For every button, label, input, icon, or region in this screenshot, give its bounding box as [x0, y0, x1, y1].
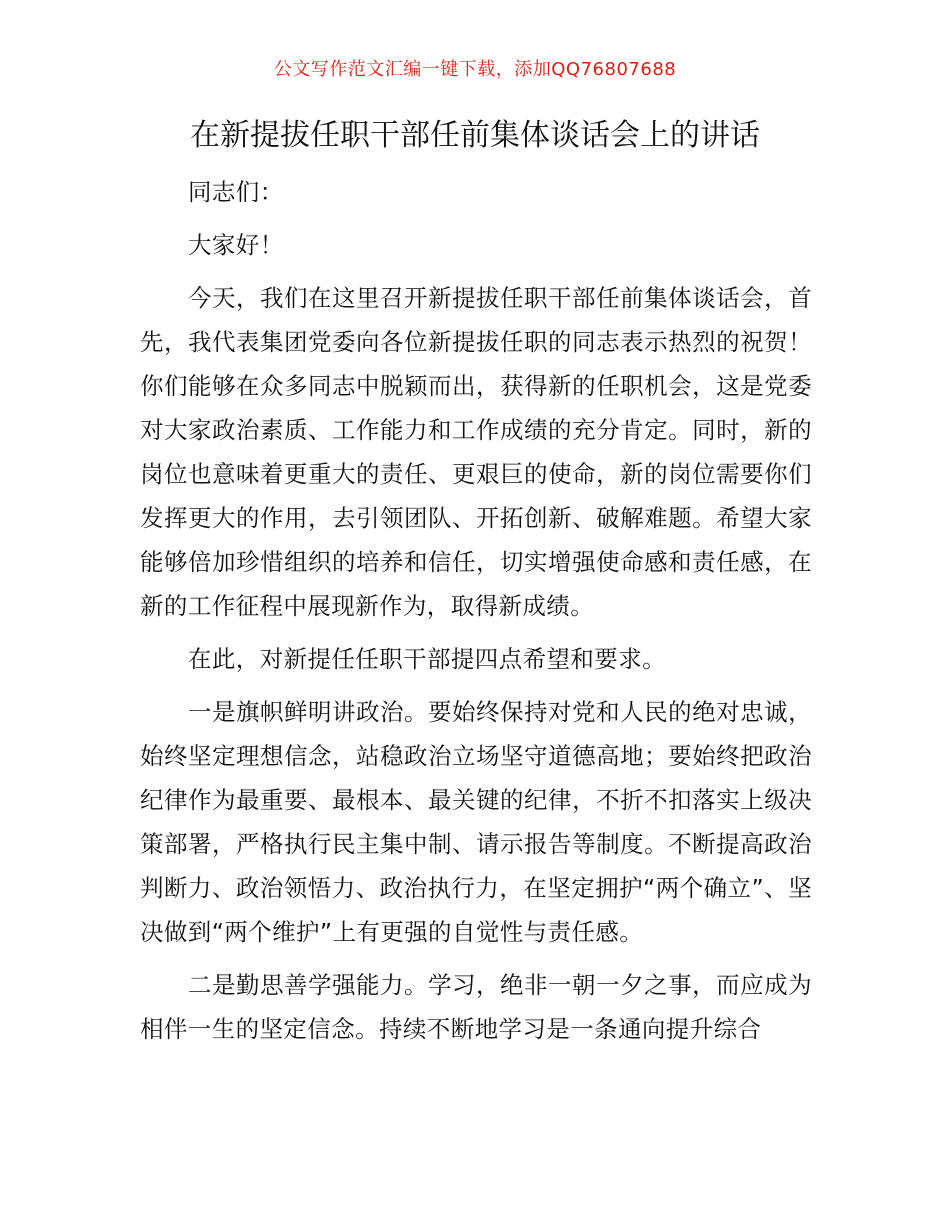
- paragraph-point-one: 一是旗帜鲜明讲政治。要始终保持对党和人民的绝对忠诚，始终坚定理想信念，站稳政治立场坚守道德高地；要始终把政治纪律作为最重要、最根本、最关键的纪律，不折不扣落实上级决策部署，严格执行民主集中制、请示报告等制度。不断提高政治判断力、政治领悟力、政治执行力，在坚定拥护“两个确立”、坚决做到“两个维护”上有更强的自觉性与责任感。: [140, 698, 812, 946]
- document-title: 在新提拔任职干部任前集体谈话会上的讲话: [190, 118, 760, 153]
- greeting: 大家好！: [188, 231, 284, 259]
- salutation: 同志们：: [188, 178, 284, 206]
- paragraph-requirements-intro: 在此，对新提任任职干部提四点希望和要求。: [188, 645, 666, 673]
- speech-body: [140, 170, 812, 1060]
- download-promo-note: 公文写作范文汇编一键下载，添加QQ76807688: [273, 59, 677, 80]
- paragraph-point-two: 二是勤思善学强能力。学习，绝非一朝一夕之事，而应成为相伴一生的坚定信念。持续不断地学习是一条通向提升综合: [140, 971, 812, 1043]
- paragraph-opening: 今天，我们在这里召开新提拔任职干部任前集体谈话会，首先，我代表集团党委向各位新提拔任职的同志表示热烈的祝贺！你们能够在众多同志中脱颖而出，获得新的任职机会，这是党委对大家政治素质、工作能力和工作成绩的充分肯定。同时，新的岗位也意味着更重大的责任、更艰巨的使命，新的岗位需要你们发挥更大的作用，去引领团队、开拓创新、破解难题。希望大家能够倍加珍惜组织的培养和信任，切实增强使命感和责任感，在新的工作征程中展现新作为，取得新成绩。: [140, 284, 812, 620]
